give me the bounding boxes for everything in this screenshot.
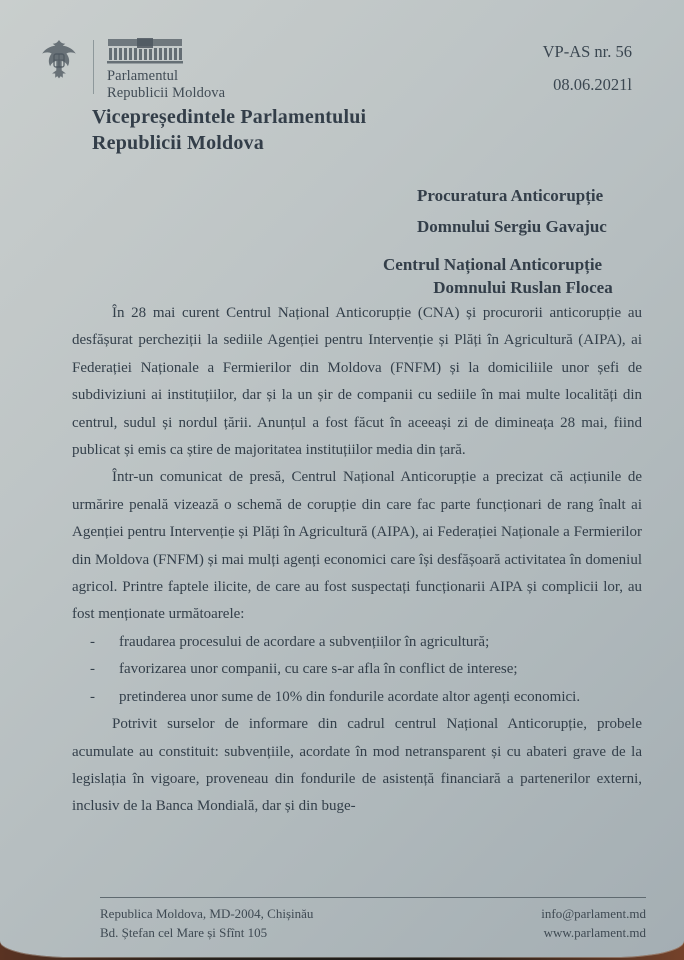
bullet-text: fraudarea procesului de acordare a subvențiilor în agricultură; bbox=[119, 633, 490, 650]
letterhead bbox=[38, 38, 225, 102]
footer-address-line2: Bd. Ștefan cel Mare și Sfînt 105 bbox=[100, 925, 268, 940]
list-item bbox=[72, 656, 642, 683]
list-item bbox=[72, 684, 642, 711]
bullet-text: favorizarea unor companii, cu care s-ar afla în conflict de interese; bbox=[119, 661, 518, 678]
recipient-prosecution bbox=[383, 180, 663, 242]
reference-date: 08.06.2021l bbox=[553, 75, 632, 94]
moldova-coat-of-arms-icon bbox=[38, 38, 80, 95]
letter-footer bbox=[100, 897, 646, 942]
footer-email: info@parlament.md bbox=[541, 906, 646, 921]
list-item bbox=[72, 629, 642, 656]
paragraph: În 28 mai curent Centrul Național Anticorupție (CNA) și procurorii anticorupție au desfășurat percheziții la sediile Agenției pentru Intervenție și Plăți în Agricultură (AIPA), ai Federației Naționale a Fermierilor din Moldova (FNFM) și la domiciliile unor șefi de subdiviziuni ai instituțiilor, dar și la un șir de companii cu sediile în mai multe localități din centrul, sudul și nordul țării. Anunțul a fost făcut în aceeași zi de dimineața 28 mai, fiind publicat și emis ca știre de majoritatea instituțiilor media din țară. bbox=[72, 305, 642, 459]
letterhead-divider bbox=[93, 40, 94, 94]
bullet-dash: - bbox=[90, 688, 95, 705]
recipient-person: Domnului Ruslan Flocea bbox=[433, 278, 613, 297]
bullet-dash: - bbox=[90, 633, 95, 650]
letterhead-institution bbox=[107, 38, 225, 102]
parliament-building-icon bbox=[107, 38, 183, 65]
sender-title-line2: Republicii Moldova bbox=[92, 132, 264, 154]
recipient-organization: Procuratura Anticorupție bbox=[417, 186, 604, 205]
institution-name-line2: Republicii Moldova bbox=[107, 85, 226, 101]
bullet-text: pretinderea unor sume de 10% din fondurile acordate altor agenți economici. bbox=[119, 688, 581, 705]
sender-title-line1: Vicepreședintele Parlamentului bbox=[92, 106, 367, 128]
sender-title bbox=[92, 104, 366, 156]
paragraph: Potrivit surselor de informare din cadrul centrul Național Anticorupție, probele acumulate au constituit: subvențiile, acordate în mod netransparent și cu abateri grave de la legislația în vigoare, proveneau din fondurile de asistență financiară a partenerilor externi, inclusiv de la Banca Mondială, dar și din buge- bbox=[72, 716, 642, 815]
recipient-person: Domnului Sergiu Gavajuc bbox=[417, 217, 607, 236]
reference-block bbox=[543, 42, 632, 95]
bullet-dash: - bbox=[90, 661, 95, 678]
reference-number: VP-AS nr. 56 bbox=[542, 42, 632, 61]
footer-website: www.parlament.md bbox=[543, 925, 646, 940]
footer-contacts bbox=[541, 904, 646, 942]
paragraph: Într-un comunicat de presă, Centrul Național Anticorupție a precizat că acțiunile de urmărire penală vizează o schemă de corupție din care fac parte funcționari de rang înalt ai Agenției pentru Intervenție și Plăți în Agricultură (AIPA), ai Federației Naționale a Fermierilor din Moldova (FNFM) și mai mulți agenți economici care își desfășoară activitatea în domeniul agricol. Printre faptele ilicite, de care au fost suspectați funcționarii AIPA și complicii lor, au fost menționate următoarele: bbox=[72, 469, 642, 623]
institution-name-line1: Parlamentul bbox=[107, 68, 179, 84]
recipient-organization: Centrul Național Anticorupție bbox=[383, 255, 603, 274]
recipients-block bbox=[383, 180, 663, 299]
footer-address-line1: Republica Moldova, MD-2004, Chișinău bbox=[100, 906, 314, 921]
recipient-anticorruption-center bbox=[383, 253, 663, 299]
footer-address bbox=[100, 904, 313, 942]
letter-body bbox=[72, 300, 642, 821]
